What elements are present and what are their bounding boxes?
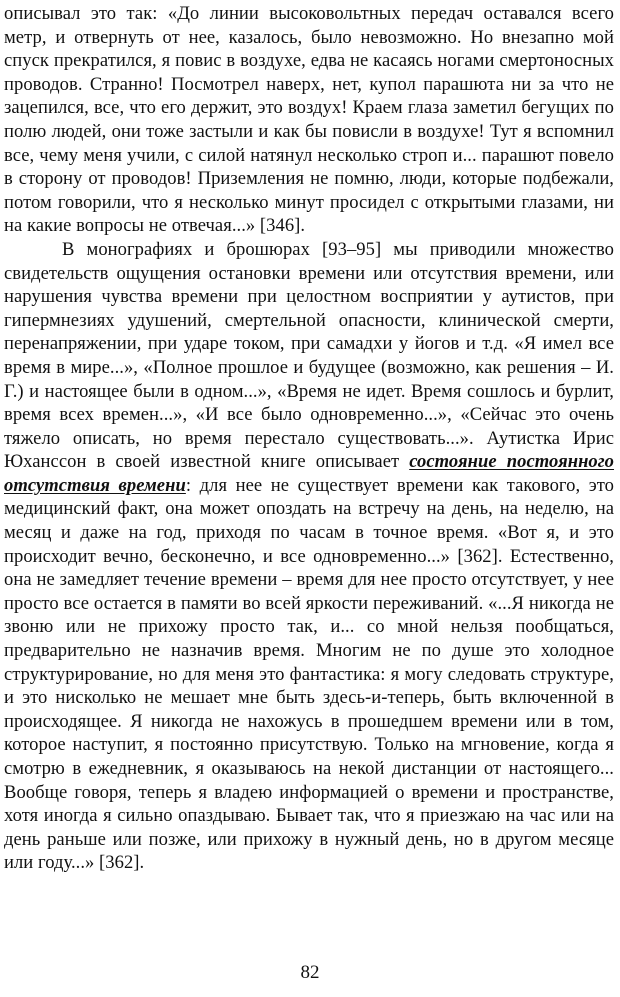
paragraph-main-text-start: В монографиях и брошюрах [93–95] мы приводили множество свидетельств ощущения остановки времени или отсутствия времени, или нарушения чувства времени при целостном восприятии у аутистов, при гипермнезиях удушений, смертельной опасности, клинической смерти, перенапряжении, при ударе током, при самадхи у йогов и т.д. «Я имел все время в мире...», «Полное прошлое и будущее (возможно, как решения – И. Г.) и настоящее были в одном...», «Время не идет. Время сошлось и бурлит, время всех времен...», «И все было одновременно...», «Сейчас это очень тяжело описать, но время перестало существовать...». Аутистка Ирис Юханссон в своей известной книге описывает <box>4 238 614 473</box>
emphasized-phrase: состояние постоянного отсутствия времени <box>4 451 615 496</box>
paragraph-continuation: описывал это так: «До линии высоковольтных передач оставался всего метр, и отвернуть от нее, казалось, было невозможно. Но внезапно мой спуск прекратился, я повис в воздухе, едва не касаясь ногами смертоносных проводов. Странно! Посмотрел наверх, нет, купол парашюта ни за что не зацепился, все, что его держит, это воздух! Краем глаза заметил бегущих по полю людей, они тоже застыли и как бы повисли в воздухе! Тут я вспомнил все, чему меня учили, с силой натянул несколько строп и... парашют повело в сторону от проводов! Приземления не помню, люди, которые подбежали, потом говорили, что я несколько минут просидел с открытыми глазами, ни на какие вопросы не отвечая...» [346]. <box>4 3 614 237</box>
page-number: 82 <box>300 962 320 983</box>
paragraph-main <box>4 238 614 875</box>
page-body <box>4 2 614 875</box>
paragraph-main-text-end: : для нее не существует времени как такового, это медицинский факт, она может опоздать на встречу на день, на неделю, на месяц и даже на год, приходя по часам в точное время. «Вот я, и это происходит вечно, бесконечно, и все одновременно...» [362]. Естественно, она не замедляет течение времени – время для нее просто отсутствует, у нее просто все остается в памяти во всей яркости переживаний. «...Я никогда не звоню или не прихожу просто так, и... со мной нельзя пообщаться, предварительно не назначив время. Многим не по душе это холодное структурирование, но для меня это фантастика: я могу следовать структуре, и это нисколько не мешает мне быть здесь-и-теперь, быть включенной в происходящее. Я никогда не нахожусь в прошедшем времени или в том, которое наступит, я постоянно присутствую. Только на мгновение, когда я смотрю в ежедневник, я оказываюсь на некой дистанции от настоящего... Вообще говоря, теперь я владею информацией о времени и пространстве, хотя иногда я сильно опаздываю. Бывает так, что я приезжаю на час или на день раньше или позже, или прихожу в нужный день, но в другом месяце или году...» [362]. <box>4 474 614 874</box>
